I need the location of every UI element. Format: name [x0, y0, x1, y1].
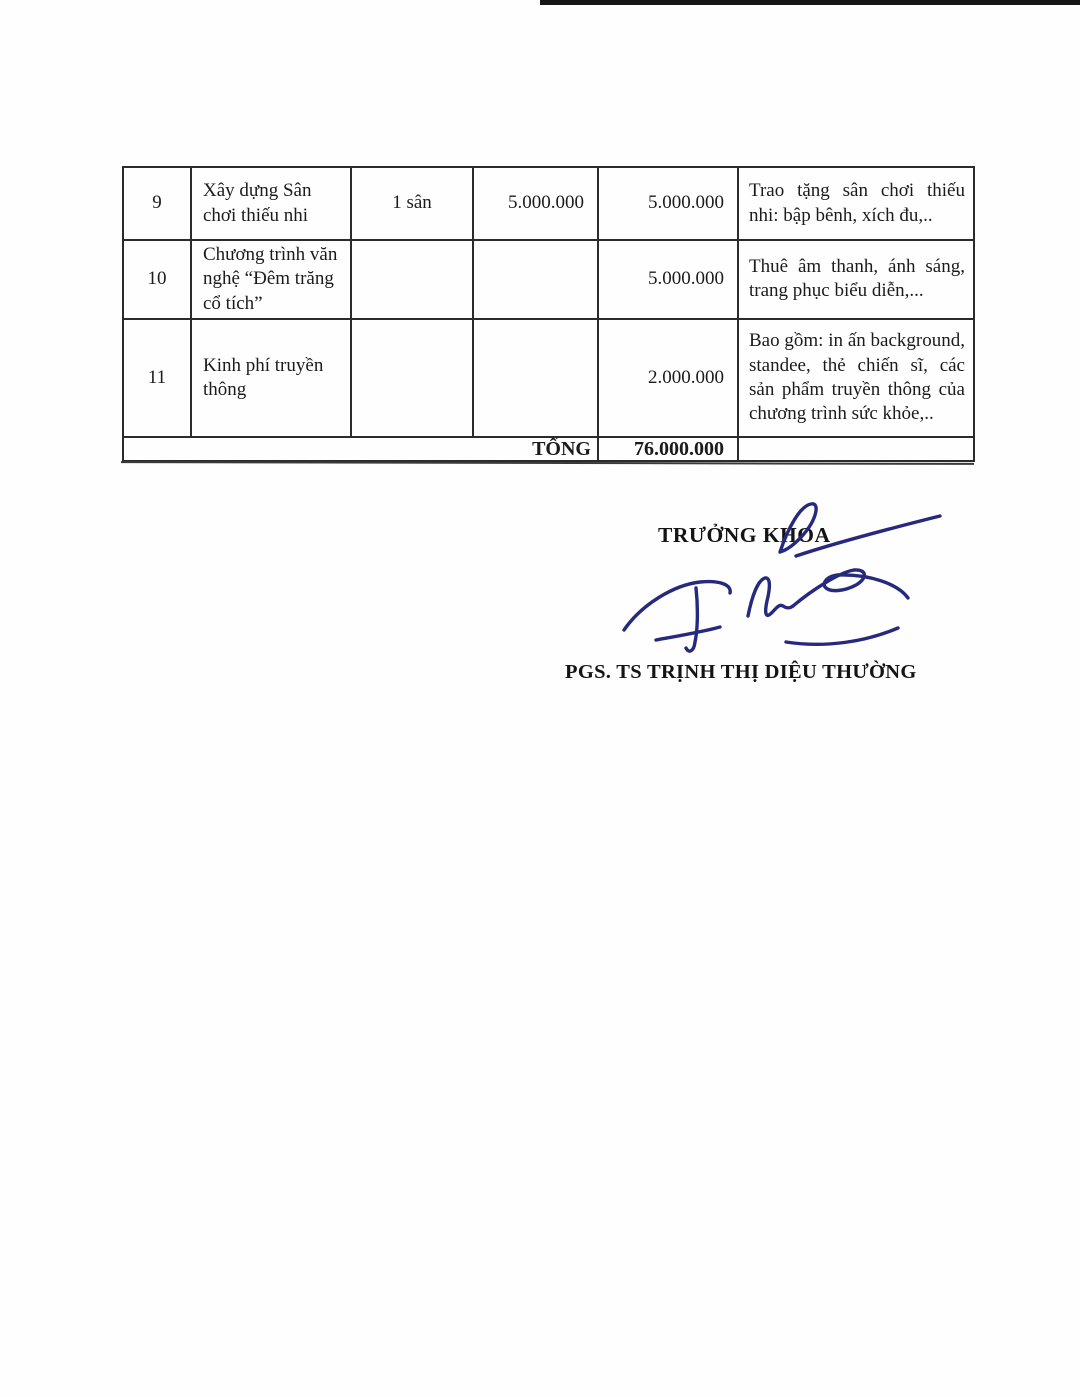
item-name: Xây dựng Sân chơi thiếu nhi	[191, 167, 351, 240]
item-amount: 5.000.000	[598, 167, 738, 240]
total-note-empty	[738, 437, 974, 461]
scan-artifact-line	[121, 461, 974, 465]
item-quantity	[351, 240, 473, 319]
item-name: Chương trình văn nghệ “Đêm trăng cổ tích”	[191, 240, 351, 319]
item-unit-price	[473, 319, 598, 437]
item-amount: 2.000.000	[598, 319, 738, 437]
total-amount: 76.000.000	[598, 437, 738, 461]
item-note: Trao tặng sân chơi thiếu nhi: bập bênh, xích đu,..	[738, 167, 974, 240]
item-note: Thuê âm thanh, ánh sáng, trang phục biểu diễn,...	[738, 240, 974, 319]
item-unit-price	[473, 240, 598, 319]
item-quantity: 1 sân	[351, 167, 473, 240]
item-note: Bao gồm: in ấn background, standee, thẻ chiến sĩ, các sản phẩm truyền thông của chương trình sức khỏe,..	[738, 319, 974, 437]
table-row	[123, 319, 974, 437]
signer-title: TRƯỞNG KHOA	[658, 523, 831, 547]
budget-table	[122, 166, 975, 462]
item-quantity	[351, 319, 473, 437]
table-row	[123, 240, 974, 319]
item-amount: 5.000.000	[598, 240, 738, 319]
scan-artifact-bar	[540, 0, 1080, 5]
item-unit-price: 5.000.000	[473, 167, 598, 240]
total-label: TỔNG	[123, 437, 598, 461]
item-name: Kinh phí truyền thông	[191, 319, 351, 437]
row-number: 10	[123, 240, 191, 319]
table-row	[123, 167, 974, 240]
row-number: 9	[123, 167, 191, 240]
total-row	[123, 437, 974, 461]
row-number: 11	[123, 319, 191, 437]
signer-name: PGS. TS TRỊNH THỊ DIỆU THƯỜNG	[565, 661, 917, 683]
signature-ink	[590, 490, 950, 670]
